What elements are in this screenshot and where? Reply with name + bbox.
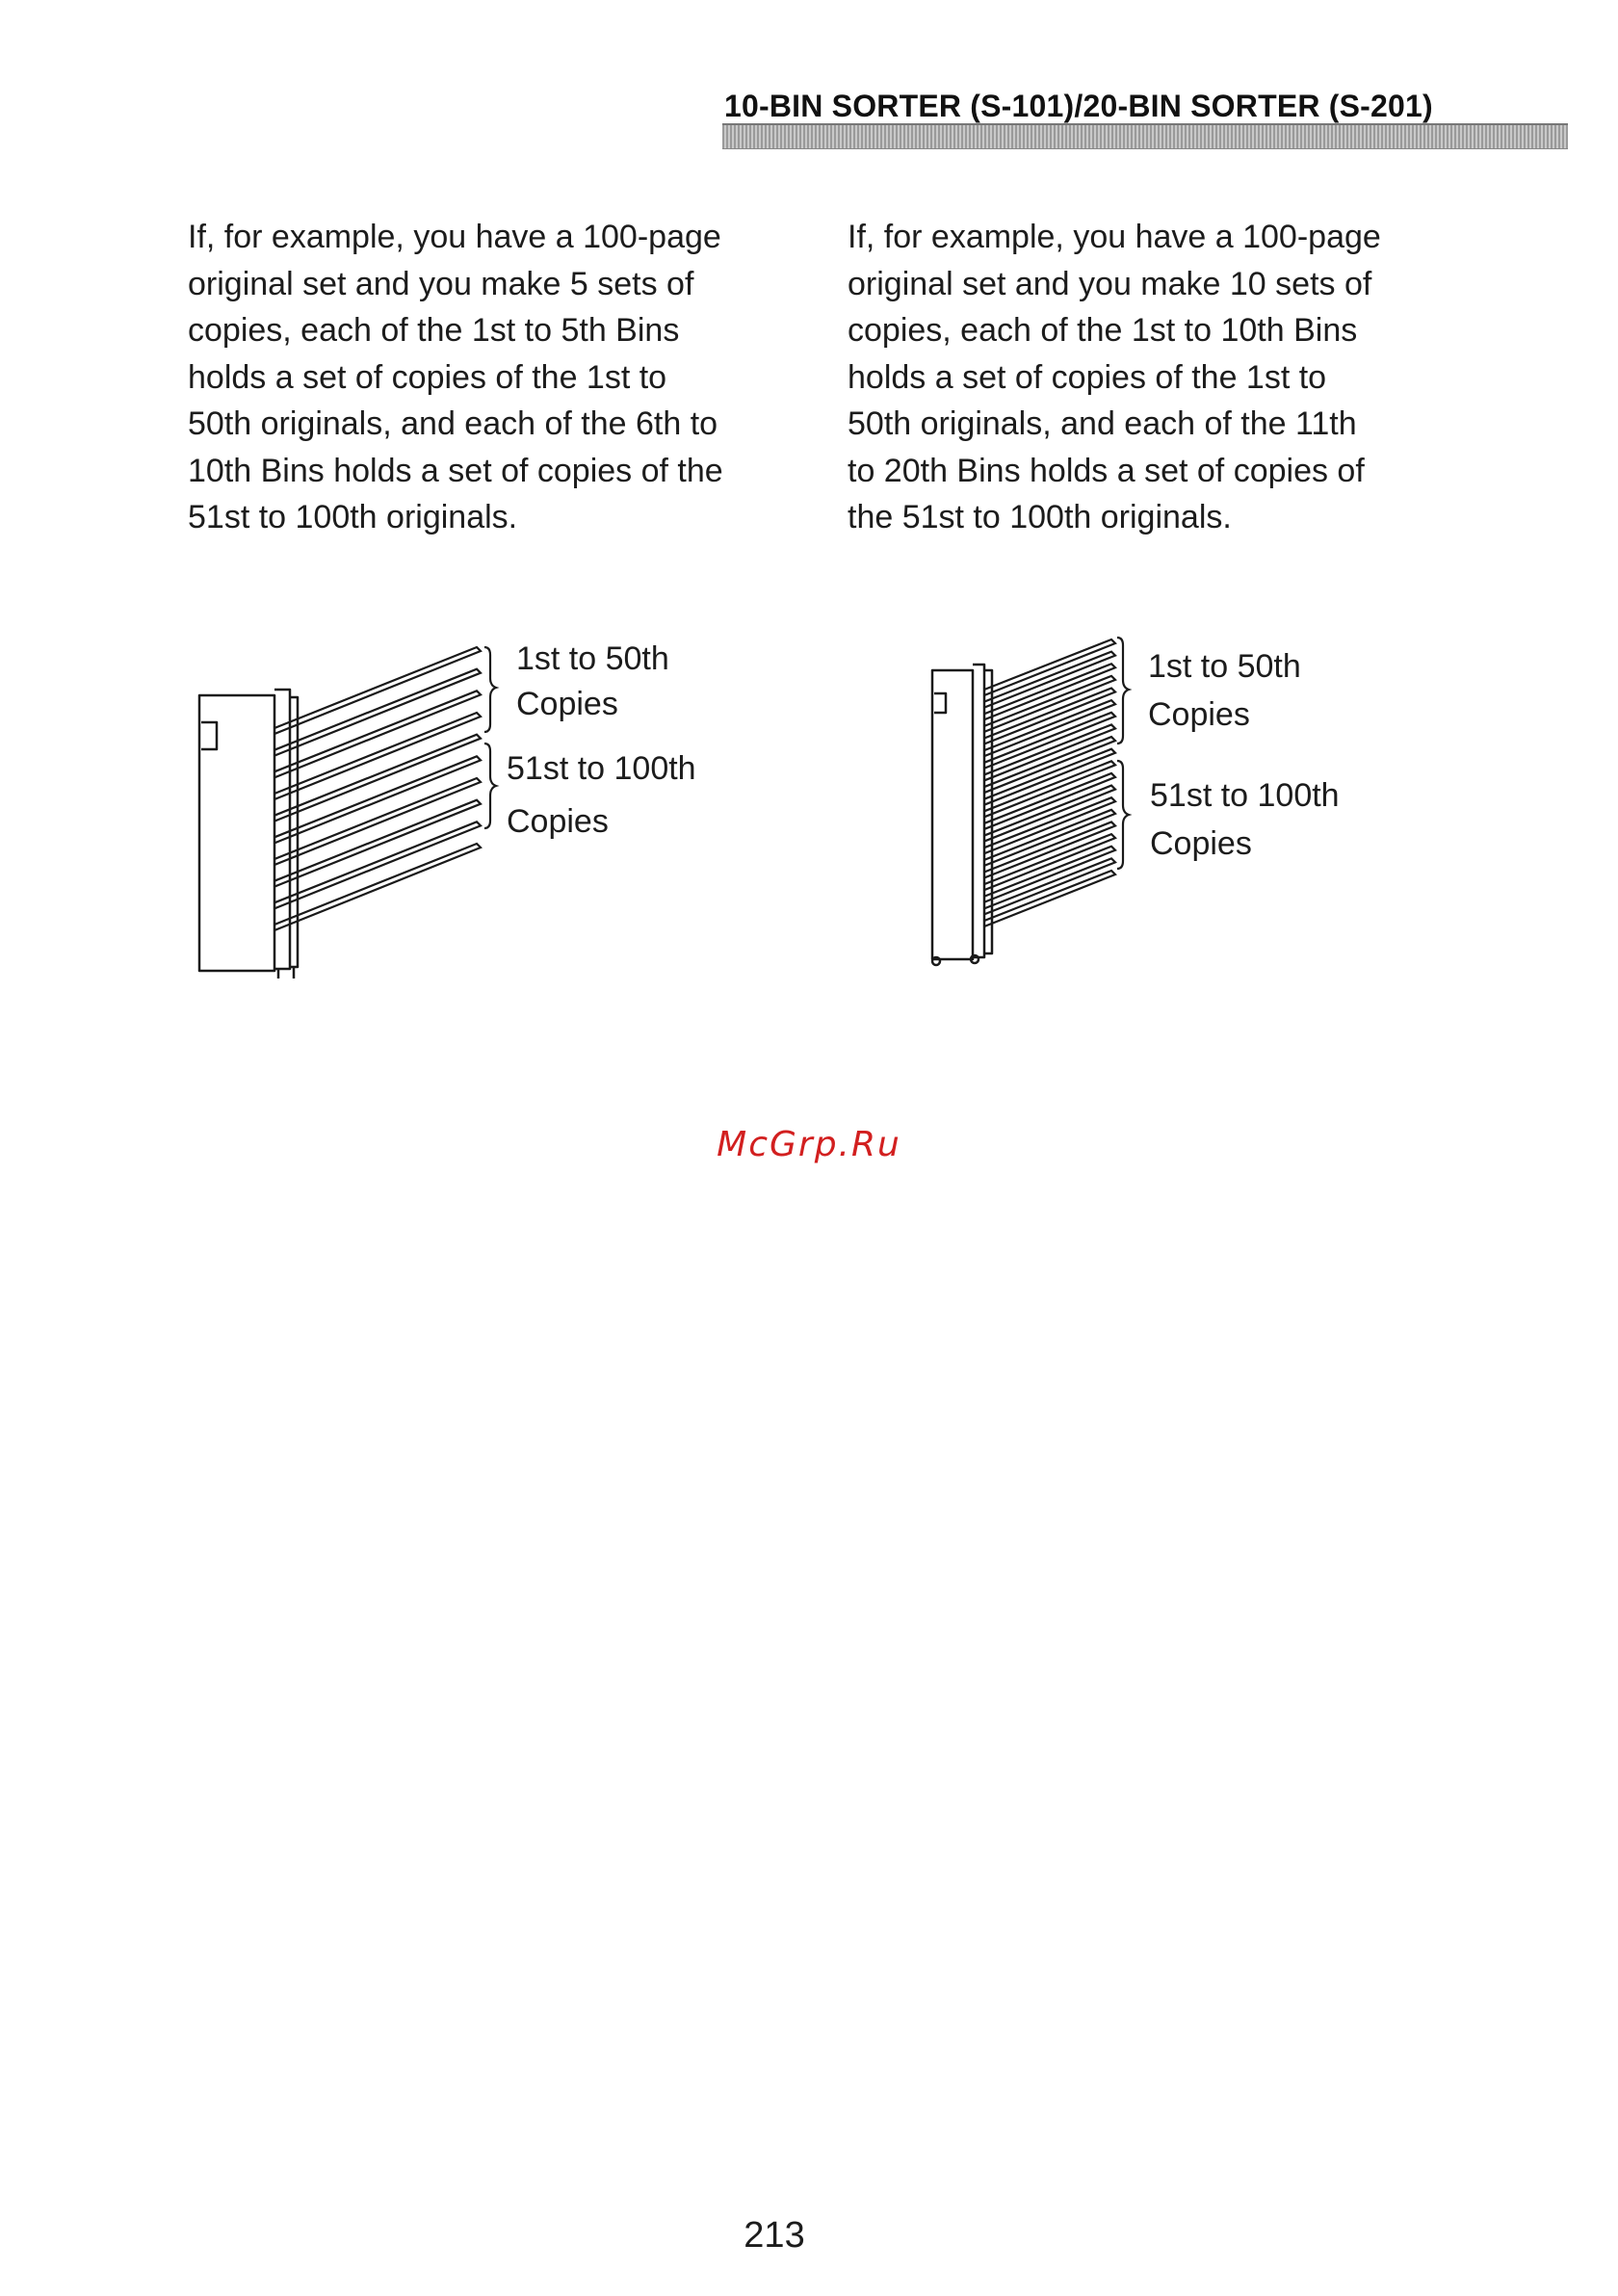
paragraph-line: the 51st to 100th originals.: [848, 499, 1232, 535]
paragraph-line: If, for example, you have a 100-page: [848, 219, 1381, 255]
paragraph-line: copies, each of the 1st to 10th Bins: [848, 312, 1358, 349]
paragraph-line: 51st to 100th originals.: [188, 499, 518, 535]
sorter-body: [199, 695, 274, 971]
bin-tray: [274, 691, 481, 777]
group-brackets: [484, 647, 496, 828]
caster-wheel: [932, 957, 940, 965]
paragraph-line: 50th originals, and each of the 6th to: [188, 405, 718, 442]
right-paragraph: [848, 214, 1445, 541]
caster-wheel: [971, 955, 979, 963]
bin-tray: [984, 858, 1115, 914]
left-label-group1-line1: 1st to 50th: [516, 640, 669, 677]
paragraph-line: to 20th Bins holds a set of copies of: [848, 452, 1365, 489]
bin-tray: [984, 871, 1115, 926]
paragraph-line: holds a set of copies of the 1st to: [188, 358, 667, 396]
watermark-text: McGrp.Ru: [717, 1125, 901, 1164]
bin-tray: [274, 669, 481, 756]
sorter-handle: [201, 722, 217, 749]
bin-tray: [274, 647, 481, 734]
paragraph-line: original set and you make 5 sets of: [188, 265, 694, 302]
header-rule-bar: [722, 123, 1568, 149]
right-label-group1-line1: 1st to 50th: [1148, 648, 1301, 685]
right-label-group1-line2: Copies: [1148, 696, 1250, 733]
sorter-handle: [934, 693, 946, 713]
bracket-lower: [484, 744, 496, 828]
paragraph-line: holds a set of copies of the 1st to: [848, 358, 1327, 396]
right-label-group2-line2: Copies: [1150, 825, 1252, 862]
bin-tray: [274, 713, 481, 799]
bin-group: [274, 647, 481, 930]
paragraph-line: 10th Bins holds a set of copies of the: [188, 452, 723, 489]
bin-tray: [274, 800, 481, 887]
bracket-lower: [1117, 761, 1129, 869]
left-paragraph: [188, 214, 785, 541]
bracket-upper: [1117, 638, 1129, 744]
bin-tray: [274, 756, 481, 843]
paragraph-line: 50th originals, and each of the 11th: [848, 405, 1357, 442]
right-label-group2-line1: 51st to 100th: [1150, 777, 1340, 814]
group-brackets: [1117, 638, 1129, 869]
left-label-group2-line2: Copies: [507, 803, 609, 840]
sorter-frame: [973, 665, 984, 957]
left-label-group1-line2: Copies: [516, 686, 618, 722]
bin-tray: [274, 735, 481, 822]
bin-tray: [274, 822, 481, 908]
bin-group: [984, 639, 1115, 926]
left-label-group2-line1: 51st to 100th: [507, 750, 696, 787]
ten-bin-sorter-illustration: [188, 636, 515, 982]
bin-tray: [274, 844, 481, 930]
paragraph-line: If, for example, you have a 100-page: [188, 219, 721, 255]
paragraph-line: copies, each of the 1st to 5th Bins: [188, 312, 680, 349]
bracket-upper: [484, 647, 496, 732]
page-header-title: 10-BIN SORTER (S-101)/20-BIN SORTER (S-201): [724, 89, 1433, 123]
page-number: 213: [744, 2215, 805, 2256]
bin-tray: [274, 778, 481, 865]
paragraph-line: original set and you make 10 sets of: [848, 265, 1372, 302]
